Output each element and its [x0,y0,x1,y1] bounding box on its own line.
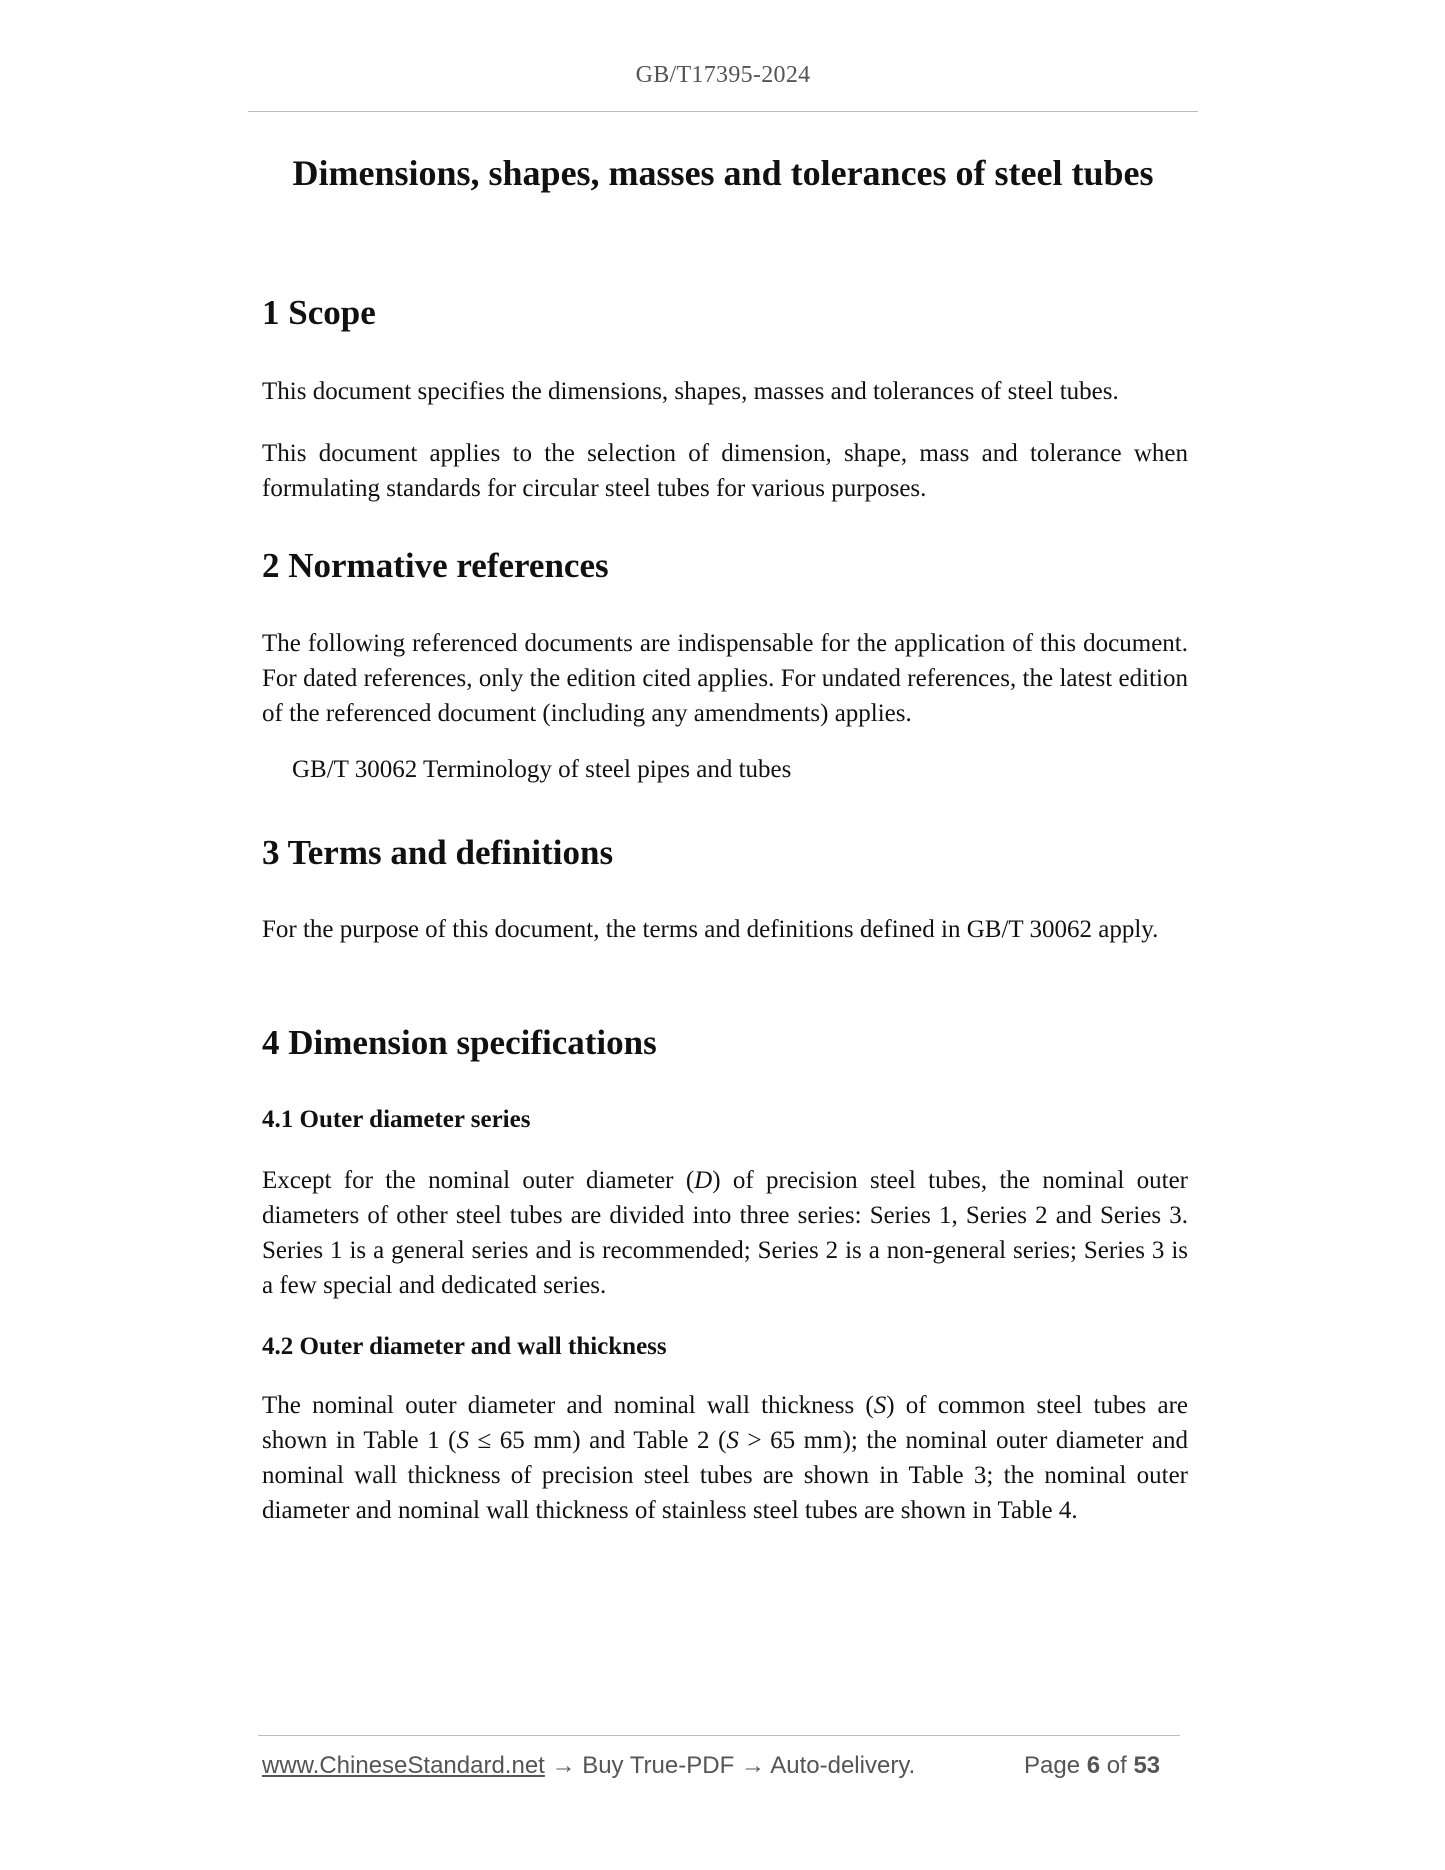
outer-diameter-paragraph-block [262,1163,1188,1303]
text-run: ) of common steel tubes are shown in Table 1 ( [262,1392,1188,1454]
section-heading: 4 Dimension specifications [262,1023,657,1062]
paragraph: The following referenced documents are indispensable for the application of this document. For dated references, only the edition cited applies. For undated references, the latest edition of the referenced document (including any amendments) applies. [262,630,1188,727]
subsection-outer-diameter-wall-thickness [262,1332,1188,1362]
footer-promo [262,1752,915,1780]
auto-delivery-text: Auto-delivery. [770,1752,916,1779]
section-dimension-specifications [262,1022,1188,1064]
scope-paragraph-block-2 [262,436,1188,506]
text-run: ≤ 65 mm) and Table 2 ( [468,1427,727,1454]
normative-paragraph-block [262,626,1188,731]
page-number: 6 [1086,1752,1101,1779]
paragraph: This document specifies the dimensions, shapes, masses and tolerances of steel tubes. [262,378,1119,405]
subsection-heading: 4.1 Outer diameter series [262,1106,531,1133]
page-indicator [1024,1752,1160,1780]
symbol-D: D [694,1167,713,1194]
terms-paragraph-block [262,912,1188,947]
normative-reference-list [292,752,1188,787]
of-label: of [1106,1752,1127,1779]
subsection-heading: 4.2 Outer diameter and wall thickness [262,1333,667,1360]
header-standard-code: GB/T17395-2024 [635,62,811,88]
section-terms-definitions [262,832,1188,874]
header-divider [248,111,1198,112]
section-normative-references [262,545,1188,587]
buy-true-pdf-link[interactable]: Buy True-PDF [582,1752,735,1779]
paragraph [262,1388,1188,1528]
section-heading: 2 Normative references [262,546,609,585]
symbol-S: S [873,1392,887,1419]
footer-divider [258,1735,1180,1736]
page-label: Page [1024,1752,1081,1779]
text-run: ) of precision steel tubes, the nominal outer diameters of other steel tubes are divided into three series: Series 1, Series 2 and Series 3. Series 1 is a general series and is recommended; Series 2 is a non-general series; Series 3 is a few special and dedicated series. [262,1167,1188,1299]
website-link[interactable]: www.ChineseStandard.net [262,1752,545,1779]
section-heading: 3 Terms and definitions [262,833,614,872]
text-run: The nominal outer diameter and nominal wall thickness ( [262,1392,874,1419]
document-title: Dimensions, shapes, masses and tolerances of steel tubes [292,153,1154,193]
text-run: Except for the nominal outer diameter ( [262,1167,695,1194]
symbol-S: S [456,1427,469,1454]
page-total: 53 [1133,1752,1161,1779]
section-scope [262,292,1188,334]
paragraph [262,1163,1188,1303]
scope-paragraph-block [262,374,1188,409]
arrow-right-icon: → [551,1752,576,1779]
paragraph: For the purpose of this document, the terms and definitions defined in GB/T 30062 apply. [262,916,1159,943]
text-run: > 65 mm); the nominal outer diameter and nominal wall thickness of precision steel tubes are shown in Table 3; the nominal outer diameter and nominal wall thickness of stainless steel tubes are shown in Table 4. [262,1427,1188,1524]
reference-item: GB/T 30062 Terminology of steel pipes and tubes [292,756,792,783]
arrow-right-icon: → [740,1752,765,1779]
section-heading: 1 Scope [262,293,376,332]
symbol-S: S [726,1427,739,1454]
wall-thickness-paragraph-block [262,1388,1188,1528]
paragraph: This document applies to the selection of dimension, shape, mass and tolerance when formulating standards for circular steel tubes for various purposes. [262,440,1188,502]
subsection-outer-diameter-series [262,1105,1188,1135]
